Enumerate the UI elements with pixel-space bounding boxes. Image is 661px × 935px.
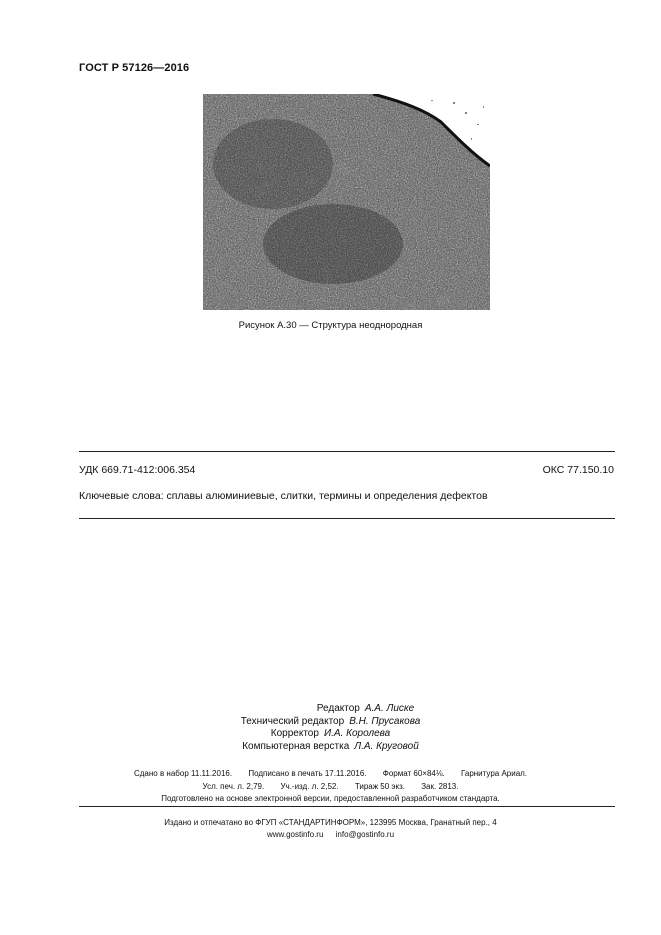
- publisher-email: info@gostinfo.ru: [335, 829, 395, 839]
- micrograph-image-icon: [203, 94, 490, 310]
- imprint-line-2: Усл. печ. л. 2,79. Уч.-изд. л. 2,52. Тираж 50 экз. Зак. 2813.: [202, 781, 459, 791]
- credit-layout: Компьютерная верстка Л.А. Круговой: [242, 740, 419, 752]
- publisher-contacts: [0, 829, 661, 841]
- imprint-line-3: Подготовлено на основе электронной версии, предоставленной разработчиком стандарта.: [161, 794, 500, 803]
- divider-keywords: [79, 518, 615, 519]
- credits-block: [0, 703, 661, 753]
- standard-number: ГОСТ Р 57126—2016: [79, 62, 190, 74]
- micrograph-image: [203, 94, 490, 310]
- divider-top: [79, 451, 615, 452]
- divider-bottom: [79, 806, 615, 807]
- keywords: Ключевые слова: сплавы алюминиевые, слитки, термины и определения дефектов: [79, 490, 488, 502]
- udk-code: УДК 669.71-412:006.354: [79, 464, 196, 476]
- publisher-address: Издано и отпечатано во ФГУП «СТАНДАРТИНФОРМ», 123995 Москва, Гранатный пер., 4: [164, 818, 497, 827]
- credit-editor: Редактор А.А. Лиске: [316, 703, 415, 714]
- credit-technical-editor: Технический редактор В.Н. Прусакова: [240, 715, 421, 727]
- imprint-block: [0, 768, 661, 806]
- publisher-block: [0, 817, 661, 840]
- publisher-website: www.gostinfo.ru: [266, 829, 324, 839]
- imprint-line-1: Сдано в набор 11.11.2016. Подписано в печать 17.11.2016. Формат 60×84⅛. Гарнитура Ариал.: [133, 769, 528, 778]
- oks-code: ОКС 77.150.10: [542, 464, 614, 476]
- figure-caption: Рисунок А.30 — Структура неоднородная: [238, 320, 423, 331]
- credit-proofreader: Корректор И.А. Королева: [270, 728, 391, 739]
